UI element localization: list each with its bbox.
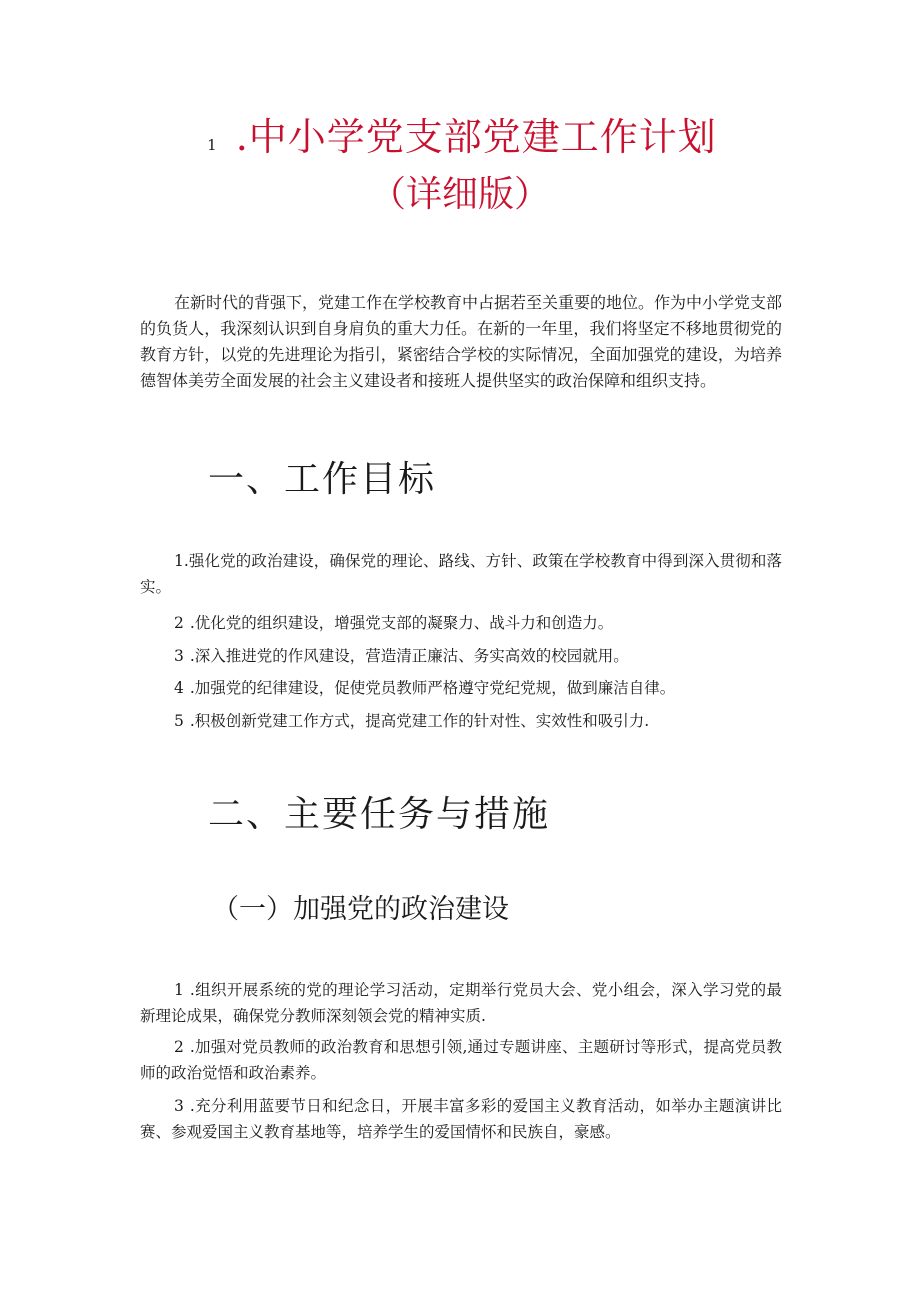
title-number: 1 — [207, 135, 218, 154]
document-title — [0, 112, 920, 220]
intro-paragraph: 在新时代的背强下，党建工作在学校教育中占据若至关重要的地位。作为中小学党支部的负货人，我深刻认识到自身肩负的重大力任。在新的一年里，我们将坚定不移地贯彻党的教育方针，以党的先进理论为指引，紧密结合学校的实际情况，全面加强党的建设，为培养德智体美劳全面发展的社会主义建设者和接班人提供坚实的政治保障和组织支持。 — [140, 293, 783, 390]
task-item-3-number: 3 — [174, 1097, 184, 1115]
task-item-2-text: .加强对党员教师的政治教育和思想引领,通过专题讲座、主题研讨等形式，提高党员教师的政治觉悟和政治素养。 — [140, 1038, 782, 1082]
title-subtitle: （详细版） — [369, 173, 550, 215]
goal-item-2-text: .优化党的组织建设，增强党支部的凝聚力、战斗力和创造力。 — [189, 614, 614, 632]
section-1-heading: 一、工作目标 — [208, 459, 437, 500]
goal-item-5-text: .积极创新党建工作方式，提高党建工作的针对性、实效性和吸引力. — [189, 712, 650, 730]
task-item-3 — [140, 1093, 782, 1145]
goal-item-2-number: 2 — [174, 614, 184, 632]
goal-item-5 — [140, 708, 782, 734]
subsection-1-heading: （一）加强党的政治建设 — [212, 894, 509, 925]
title-main-text: .中小学党支部党建工作计划 — [235, 115, 717, 159]
task-item-2-number: 2 — [174, 1038, 184, 1056]
title-main-line — [207, 112, 717, 166]
goal-item-3 — [140, 643, 782, 669]
goal-item-4 — [140, 675, 782, 701]
section-2-heading: 二、主要任务与措施 — [208, 794, 551, 835]
goal-item-4-text: .加强党的纪律建设，促使党员教师严格遵守党纪党规，做到廉洁自律。 — [189, 679, 676, 697]
goal-item-1-text: 1.强化党的政治建设，确保党的理论、路线、方针、政策在学校教育中得到深入贯彻和落实。 — [140, 552, 782, 596]
task-item-1 — [140, 977, 782, 1029]
task-item-3-text: .充分利用蓝要节日和纪念日，开展丰富多彩的爱国主义教育活动，如举办主题演讲比赛、参观爱国主义教育基地等，培养学生的爱国情怀和民族自，豪感。 — [140, 1097, 782, 1141]
task-item-1-text: .组织开展系统的党的理论学习活动，定期举行党员大会、党小组会，深入学习党的最新理论成果，确保党分教师深刻领会党的精神实质. — [140, 981, 782, 1025]
goal-item-4-number: 4 — [174, 679, 184, 697]
goal-item-1 — [140, 548, 782, 600]
goal-item-2 — [140, 610, 782, 636]
task-item-2 — [140, 1034, 782, 1086]
goal-item-3-number: 3 — [174, 647, 184, 665]
goal-item-5-number: 5 — [174, 712, 184, 730]
goal-item-3-text: .深入推进党的作风建设，营造清正廉沽、务实高效的校园就用。 — [189, 647, 629, 665]
task-item-1-number: 1 — [174, 981, 184, 999]
